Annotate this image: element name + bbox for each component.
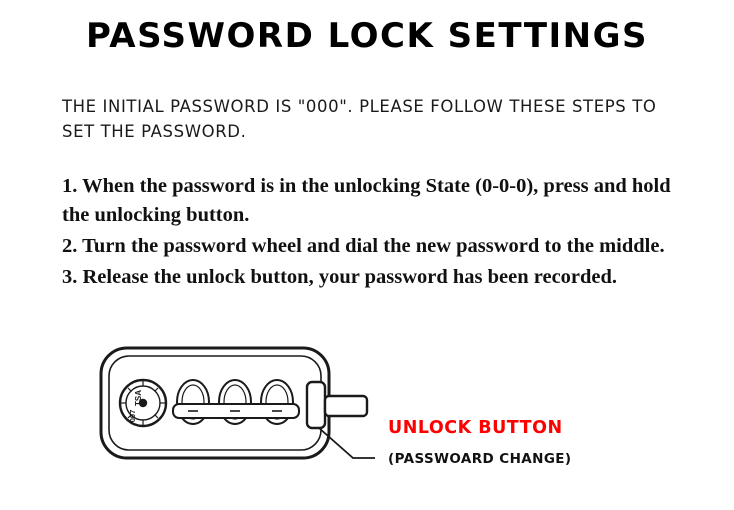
step-item: 1. When the password is in the unlocking State (0-0-0), press and hold the unlocking button. xyxy=(62,175,671,227)
unlock-button-shape[interactable] xyxy=(307,382,325,428)
unlock-button-callout xyxy=(388,418,648,467)
unlock-button-label: UNLOCK BUTTON xyxy=(388,418,563,438)
lock-diagram-svg xyxy=(95,340,375,480)
page-title: PASSWORD LOCK SETTINGS xyxy=(85,16,649,56)
dial-label-tsa: TSA xyxy=(134,390,143,406)
dial-label-007: 007 xyxy=(128,409,137,423)
step-item: 2. Turn the password wheel and dial the new password to the middle. xyxy=(62,235,665,258)
step-item: 3. Release the unlock button, your password has been recorded. xyxy=(62,266,618,289)
password-change-sublabel: (PASSWOARD CHANGE) xyxy=(388,451,572,467)
steps-list xyxy=(62,172,702,294)
lock-shackle-arm xyxy=(325,396,367,416)
lock-illustration xyxy=(95,340,375,480)
intro-paragraph: THE INITIAL PASSWORD IS "000". PLEASE FOLLOW THESE STEPS TO SET THE PASSWORD. xyxy=(62,97,657,141)
